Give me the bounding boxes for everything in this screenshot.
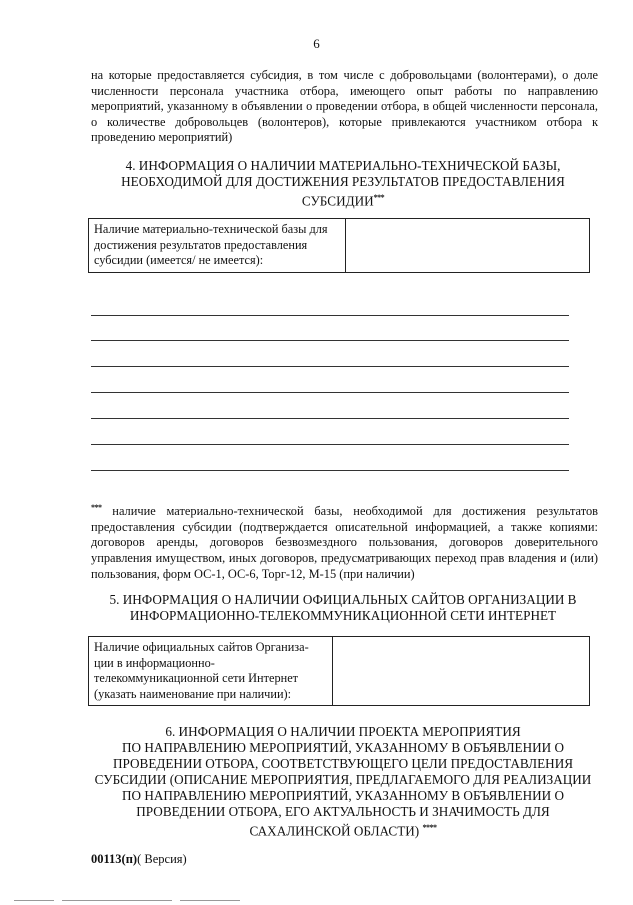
section4-heading-line3: СУБСИДИИ — [301, 193, 374, 209]
section6-heading-line7: САХАЛИНСКОЙ ОБЛАСТИ) — [249, 823, 420, 839]
material-base-value[interactable] — [346, 219, 590, 273]
footer-code: 00113(п) — [91, 852, 138, 866]
websites-label — [89, 637, 333, 706]
fill-line-7[interactable] — [91, 470, 569, 471]
websites-label-line4: (указать наименование при наличии): — [94, 686, 292, 701]
section6-heading-line7-wrap — [86, 820, 600, 839]
fill-line-3[interactable] — [91, 366, 569, 367]
section6-heading-line2: ПО НАПРАВЛЕНИЮ МЕРОПРИЯТИЙ, УКАЗАННОМУ В ОБЪЯВЛЕНИИ О — [121, 740, 565, 755]
websites-label-line3: телекоммуникационной сети Интернет — [94, 671, 299, 685]
material-base-table — [88, 218, 590, 273]
section6-heading-line1: 6. ИНФОРМАЦИЯ О НАЛИЧИИ ПРОЕКТА МЕРОПРИЯТИЯ — [165, 724, 521, 739]
fill-line-6[interactable] — [91, 444, 569, 445]
section4-footnote — [91, 500, 598, 582]
section4-footnote-mark: *** — [91, 503, 102, 512]
section5-heading — [88, 592, 598, 624]
footer-version-label: ( Версия) — [137, 852, 187, 866]
fill-line-4[interactable] — [91, 392, 569, 393]
section6-heading-line5: ПО НАПРАВЛЕНИЮ МЕРОПРИЯТИЙ, УКАЗАННОМУ В ОБЪЯВЛЕНИИ О — [121, 788, 565, 803]
websites-label-line1: Наличие официальных сайтов Организа- — [94, 640, 309, 654]
fill-line-5[interactable] — [91, 418, 569, 419]
websites-label-line2: ции в информационно- — [94, 655, 215, 670]
section4-heading-line2: НЕОБХОДИМОЙ ДЛЯ ДОСТИЖЕНИЯ РЕЗУЛЬТАТОВ ПРЕДОСТАВЛЕНИЯ — [121, 174, 565, 189]
section4-heading-line3-wrap — [88, 190, 598, 209]
section4-heading-line1: 4. ИНФОРМАЦИЯ О НАЛИЧИИ МАТЕРИАЛЬНО-ТЕХНИЧЕСКОЙ БАЗЫ, — [125, 158, 561, 173]
intro-paragraph: на которые предоставляется субсидия, в том числе с добровольцами (волонтерами), о доле численности персонала участника отбора, имеющего опыт работы по направлению мероприятий, указанному в объявлении о проведении отбора, в общей численности персонала, о количестве добровольцев (волонтеров), которые привлекаются участником отбора к проведению мероприятий) — [91, 68, 598, 145]
section6-heading-mark: **** — [422, 823, 437, 832]
websites-table — [88, 636, 590, 706]
section5-heading-line2: ИНФОРМАЦИОННО-ТЕЛЕКОММУНИКАЦИОННОЙ СЕТИ ИНТЕРНЕТ — [129, 608, 557, 623]
section6-heading — [86, 724, 600, 839]
section4-heading — [88, 158, 598, 209]
section6-heading-line4: СУБСИДИИ (ОПИСАНИЕ МЕРОПРИЯТИЯ, ПРЕДЛАГАЕМОГО ДЛЯ РЕАЛИЗАЦИИ — [94, 772, 592, 787]
section4-heading-mark: *** — [373, 193, 385, 202]
footer-version — [91, 852, 187, 867]
websites-value[interactable] — [333, 637, 590, 706]
section6-heading-line3: ПРОВЕДЕНИИ ОТБОРА, СООТВЕТСТВУЮЩЕГО ЦЕЛИ ПРЕДОСТАВЛЕНИЯ — [112, 756, 574, 771]
section6-heading-line6: ПРОВЕДЕНИИ ОТБОРА, ЕГО АКТУАЛЬНОСТЬ И ЗНАЧИМОСТЬ ДЛЯ — [136, 804, 550, 819]
page-number: 6 — [313, 36, 320, 51]
scan-edge-artifact — [0, 896, 633, 905]
fill-line-2[interactable] — [91, 340, 569, 341]
material-base-label: Наличие материально-технической базы для достижения результатов предоставления субсидии (имеется/ не имеется): — [89, 219, 346, 273]
section5-heading-line1: 5. ИНФОРМАЦИЯ О НАЛИЧИИ ОФИЦИАЛЬНЫХ САЙТОВ ОРГАНИЗАЦИИ В — [109, 592, 577, 607]
section4-footnote-text: наличие материально-технической базы, необходимой для достижения результатов предоставления субсидии (подтверждается описательной информацией, а также копиями: договоров аренды, договоров безвозмездного пользования, договоров доверительного управления имуществом, иных договоров, предусматривающих переход прав владения и (или) пользования, форм ОС-1, ОС-6, Торг-12, М-15 (при наличии) — [91, 504, 598, 581]
fill-line-1[interactable] — [91, 315, 569, 316]
